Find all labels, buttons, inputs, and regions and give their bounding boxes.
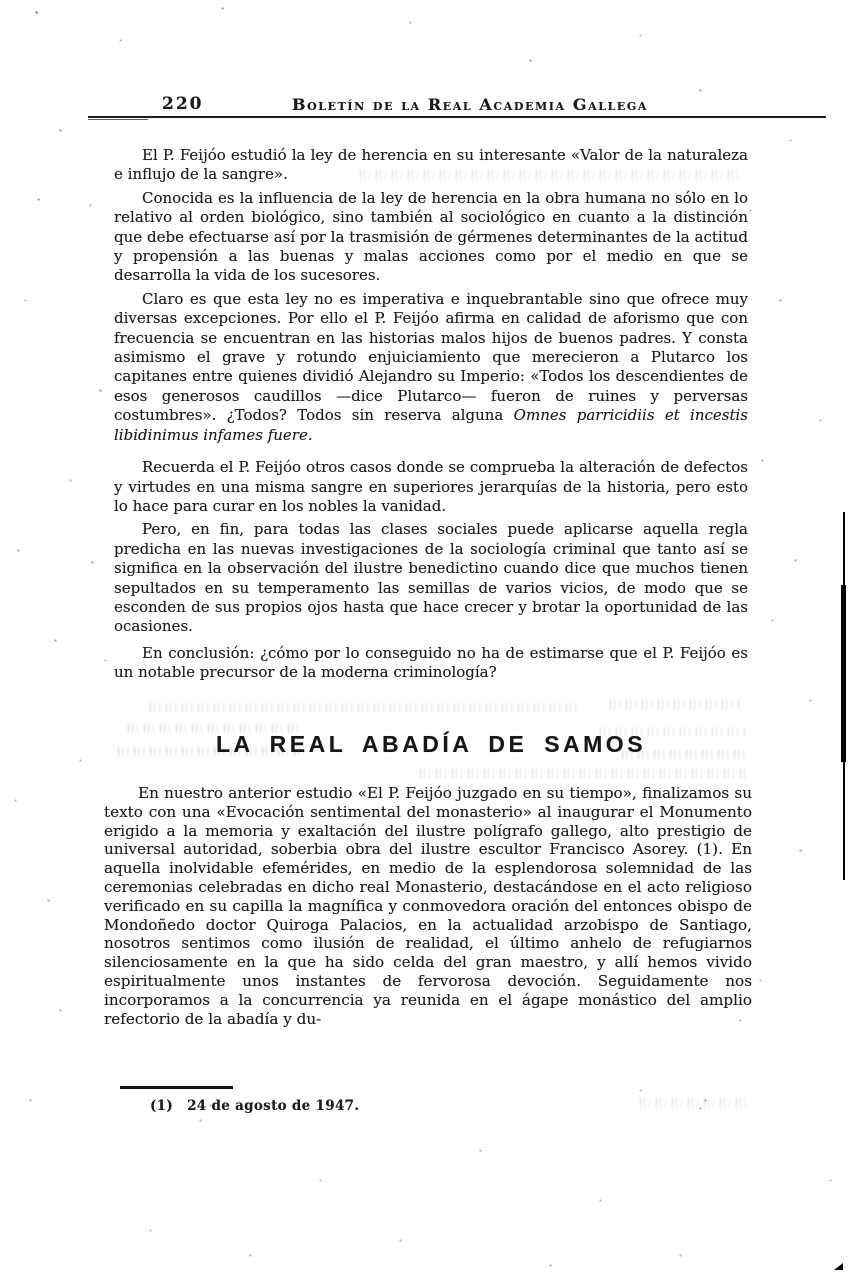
- footnote-marker: (1): [150, 1098, 174, 1114]
- bleed-through-smudge: [610, 700, 740, 709]
- bleed-through-smudge: [360, 170, 740, 179]
- journal-title: Boletín de la Real Academia Gallega: [291, 95, 649, 114]
- scan-margin-line-thick: [841, 585, 846, 762]
- paragraph: El P. Feijóo estudió la ley de herencia en su interesante «Valor de la naturaleza e influjo de la sangre».: [114, 146, 748, 184]
- article-feijoo-body: [114, 146, 748, 687]
- paragraph: En nuestro anterior estudio «El P. Feijóo juzgado en su tiempo», finalizamos su texto con una «Evocación sentimental del monasterio» al inaugurar el Monumento erigido a la memoria y exaltación del ilustre polígrafo gallego, alto prestigio de universal autoridad, soberbia obra del ilustre escultor Francisco Asorey. (1). En aquella inolvidable efemérides, en medio de la esplendorosa solemnidad de las ceremonias celebradas en dicho real Monasterio, destacándose en el acto religioso verificado en su capilla la magnífica y conmovedora oración del entonces obispo de Mondoñedo doctor Quiroga Palacios, en la actualidad arzobispo de Santiago, nosotros sentimos como ilusión de realidad, el último anhelo de refugiarnos silenciosamente en la que ha sido celda del gran maestro, y allí hemos vivido espiritualmente unos instantes de fervorosa devoción. Seguidamente nos incorporamos a la concurrencia ya reunida en el ágape monástico del amplio refectorio de la abadía y du-: [104, 784, 752, 1028]
- article-title-samos: LA REAL ABADÍA DE SAMOS: [215, 731, 647, 757]
- paragraph: Conocida es la influencia de la ley de herencia en la obra humana no sólo en lo relativo al orden biológico, sino también al sociológico en cuanto a la distinción que debe efectuarse así por la trasmisión de gérmenes determinantes de la actitud y propensión a las buenas y malas acciones como por el medio en que se desarrolla la vida de los sucesores.: [114, 188, 748, 285]
- bleed-through-smudge: [150, 703, 580, 712]
- footnote-text: 24 de agosto de 1947.: [187, 1098, 360, 1114]
- paragraph: En conclusión: ¿cómo por lo conseguido no ha de estimarse que el P. Feijóo es un notable precursor de la moderna criminología?: [114, 643, 748, 682]
- article-samos-body: [104, 784, 752, 1032]
- header-rule: [88, 116, 826, 118]
- paragraph: Claro es que esta ley no es imperativa e inquebrantable sino que ofrece muy diversas excepciones. Por ello el P. Feijóo afirma en calidad de aforismo que con frecuencia se encuentran en las historias malos hijos de buenos padres. Y consta asimismo el grave y rotundo enjuiciamiento que merecieron a Plutarco los capitanes entre quienes dividió Alejandro su Imperio: «Todos los descendientes de esos generosos caudillos —dice Plutarco— fueron de ruines y perversas costumbres». ¿Todos? Todos sin reserva alguna Omnes parricidiis et incestis libidinimus infames fuere.: [114, 289, 748, 444]
- scan-noise: [0, 0, 1, 1]
- footnote: [150, 1098, 359, 1114]
- paragraph: Recuerda el P. Feijóo otros casos donde se comprueba la alteración de defectos y virtudes en una misma sangre en superiores jerarquías de la historia, pero esto lo hace para curar en los nobles la vanidad.: [114, 458, 748, 515]
- page-number: 220: [162, 94, 204, 114]
- paragraph: Pero, en fin, para todas las clases sociales puede aplicarse aquella regla predicha en las nuevas investigaciones de la sociología criminal que tanto así se significa en la observación del ilustre benedictino cuando dice que muchos tienen sepultados en su temperamento las semillas de varios vicios, de modo que se esconden de sus propios ojos hasta que hace crecer y brotar la oportunidad de las ocasiones.: [114, 520, 748, 636]
- footnote-rule: [120, 1086, 233, 1089]
- scan-corner-mark: [834, 1263, 843, 1270]
- bleed-through-smudge: [420, 769, 745, 778]
- bleed-through-smudge: [640, 1098, 750, 1107]
